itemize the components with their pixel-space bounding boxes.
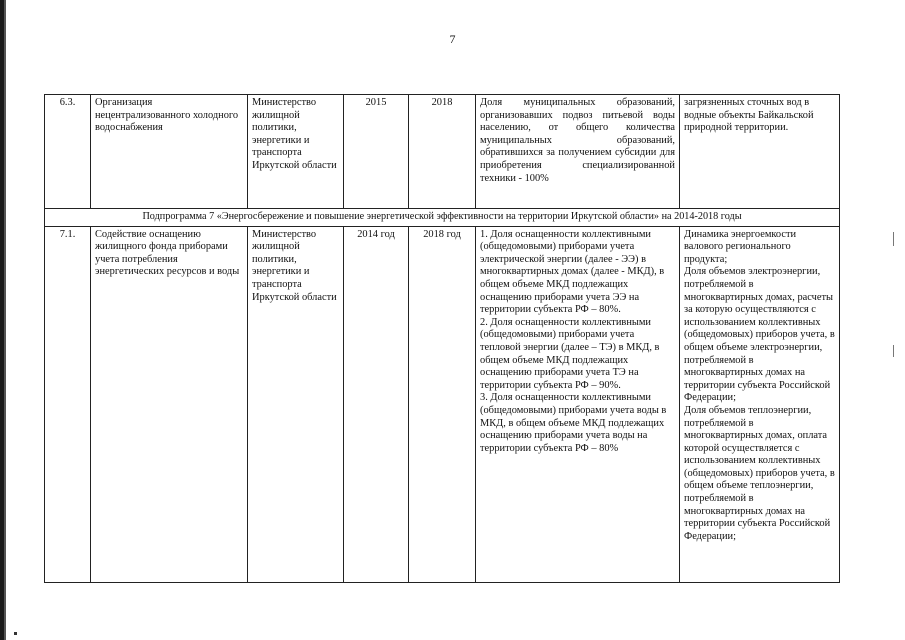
page-number: 7 [449,32,456,46]
activity-name: Организация нецентрализованного холодного водоснабжения [91,95,248,209]
result-item: 2. Доля оснащенности коллективными (общедомовыми) приборами учета тепловой энергии (далее – ТЭ) в МКД, в общем объеме МКД подлежащих оснащению приборами учета ТЭ на территории субъекта РФ – 90%. [480,316,660,391]
subprogram-heading: Подпрограмма 7 «Энергосбережение и повышение энергетической эффективности на территории Иркутской области» на 2014-2018 годы [45,209,840,227]
executor: Министерство жилищной политики, энергетики и транспорта Иркутской области [248,95,344,209]
expected-result: Доля муниципальных образований, организовавших подвоз питьевой воды населению, от общего количества муниципальных образований, обратившихся за получением субсидии для приобретения специализированной техники - 100% [476,95,680,209]
scan-speck [14,632,17,635]
start-year: 2014 год [344,226,409,582]
scan-edge-shadow [4,0,6,640]
expected-result [476,226,680,582]
scan-speck [893,232,894,246]
result-item: 3. Доля оснащенности коллективными (общедомовыми) приборами учета воды в МКД, в общем объеме МКД подлежащих оснащению приборами учета воды на территории субъекта РФ – 80% [480,392,667,454]
end-year: 2018 год [409,226,476,582]
indicator-item: Доля объемов электроэнергии, потребляемой в многоквартирных домах, расчеты за которую осуществляются с использованием коллективных (общедомовых) приборов учета, в общем объеме электроэнергии, потребляемой в многоквартирных домах на территории субъекта Российской Федерации; [684,266,835,404]
indicator-link [680,226,840,582]
activity-name: Содействие оснащению жилищного фонда приборами учета потребления энергетических ресурсов и воды [91,226,248,582]
row-number: 6.3. [45,95,91,209]
table-row [45,95,840,209]
row-number: 7.1. [45,226,91,582]
end-year: 2018 [409,95,476,209]
start-year: 2015 [344,95,409,209]
indicator-link: загрязненных сточных вод в водные объекты Байкальской природной территории. [680,95,840,209]
activities-table [44,94,840,583]
indicator-item: Доля объемов теплоэнергии, потребляемой в многоквартирных домах, оплата которой осуществляется с использованием коллективных (общедомовых) приборов учета, в общем объеме теплоэнергии, потребляемой в многоквартирных домах на территории субъекта Российской Федерации; [684,404,835,542]
subprogram-row [45,209,840,227]
table-row [45,226,840,582]
executor: Министерство жилищной политики, энергетики и транспорта Иркутской области [248,226,344,582]
indicator-item: Динамика энергоемкости валового регионального продукта; [684,228,797,265]
scan-speck [893,345,894,357]
result-item: 1. Доля оснащенности коллективными (общедомовыми) приборами учета электрической энергии (далее - ЭЭ) в многоквартирных домах (далее - МКД), в общем объеме МКД подлежащих оснащению приборами учета ЭЭ на территории субъекта РФ – 80%. [480,228,665,316]
